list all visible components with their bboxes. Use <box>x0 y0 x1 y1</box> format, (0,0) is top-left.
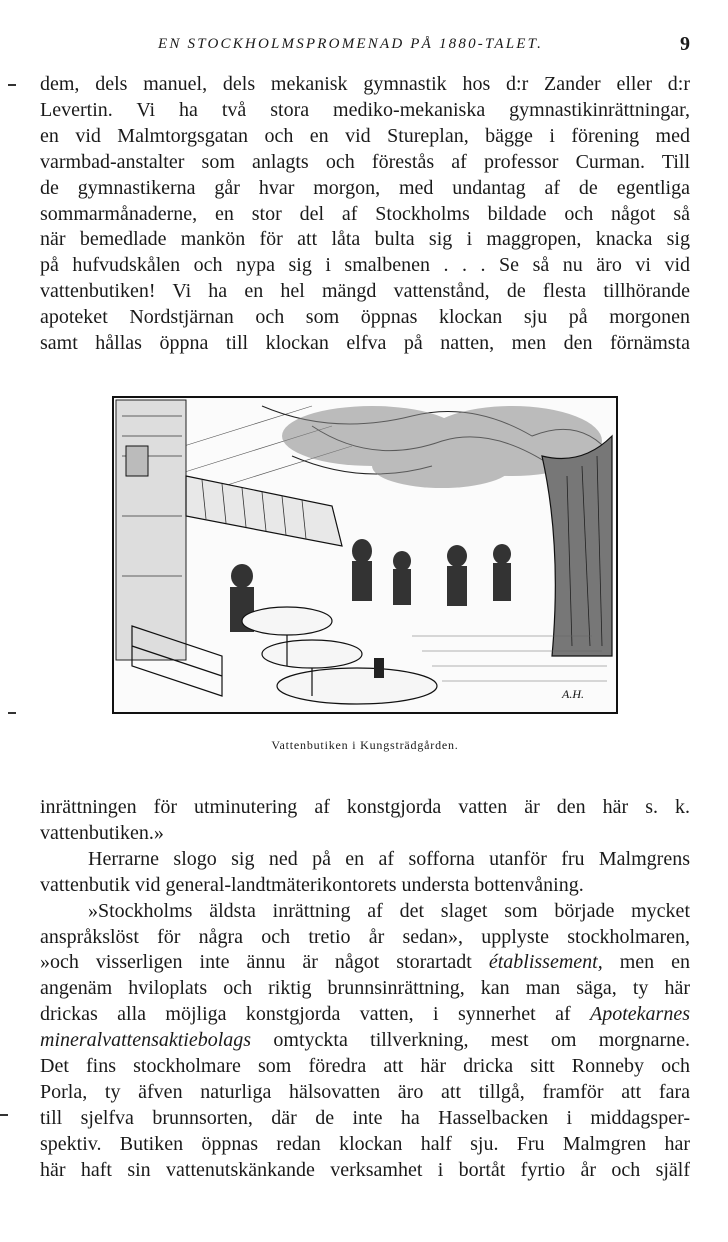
running-title: EN STOCKHOLMSPROMENAD PÅ 1880-TALET. <box>158 36 544 52</box>
text-line: när bemedlade mankön för att låta bulta sig i maggropen, knacka sig <box>40 228 690 251</box>
text-line: på hufvudskålen och nypa sig i smalbenen . . . Se så nu äro vi vid <box>40 254 690 277</box>
text-line: sommarmånaderne, en stor del af Stockholms bildade och något så <box>40 202 690 225</box>
text-segment: »och visserligen inte ännu är något storartadt <box>40 951 489 974</box>
text-line: samt hållas öppna till klockan elfva på natten, men den förnämsta <box>40 332 690 355</box>
text-segment: omtyckta tillverkning, mest om morgnarne. <box>251 1029 690 1052</box>
text-line: anspråkslöst för några och tretio år sedan», upplyste stockholmaren, <box>40 925 690 948</box>
text-line: »Stockholms äldsta inrättning af det slaget som började mycket <box>88 899 690 922</box>
text-segment: drickas alla möjliga konstgjorda vatten, i synnerhet af <box>40 1003 591 1026</box>
text-line: till sjelfva brunnsorten, där de inte ha Hasselbacken i middagsper- <box>40 1106 690 1129</box>
illustration-signature: A.H. <box>562 687 584 701</box>
text-line: de gymnastikerna går hvar morgon, med undantag af de egentliga <box>40 176 690 199</box>
italic-term: établissement, <box>488 951 603 974</box>
margin-mark <box>8 712 16 714</box>
illustration-drawing <box>112 396 618 714</box>
page-number: 9 <box>680 33 690 55</box>
text-line: Porla, ty äfven naturliga hälsovatten äro att tillgå, framför att fara <box>40 1080 690 1103</box>
italic-term: Apotekarnes <box>590 1003 690 1026</box>
text-line: dem, dels manuel, dels mekanisk gymnastik hos d:r Zander eller d:r <box>40 73 690 95</box>
text-line: Herrarne slogo sig ned på en af sofforna utanför fru Malmgrens <box>88 847 690 870</box>
text-line: Levertin. Vi ha två stora mediko-mekaniska gymnastikinrättningar, <box>40 98 690 121</box>
text-line: Det fins stockholmare som föredra att här dricka sitt Ronneby och <box>40 1055 690 1078</box>
text-line: vattenbutik vid general-landtmäterikontorets understa bottenvåning. <box>40 873 584 896</box>
text-segment: men en <box>602 951 690 974</box>
running-header <box>40 33 690 56</box>
text-bottom <box>40 795 690 1184</box>
text-line: en vid Malmtorgsgatan och en vid Stureplan, bägge i förening med <box>40 124 690 147</box>
paragraph-top <box>40 72 690 357</box>
text-line <box>40 950 690 976</box>
text-line: angenäm hviloplats och riktig brunnsinrättning, kan man säga, ty här <box>40 977 690 1000</box>
text-line: spektiv. Butiken öppnas redan klockan half sju. Fru Malmgren har <box>40 1132 690 1155</box>
text-line: vattenbutiken! Vi ha en hel mängd vattenstånd, de flesta tillhörande <box>40 280 690 303</box>
text-line: apoteket Nordstjärnan och som öppnas klockan sju på morgonen <box>40 306 690 329</box>
text-line <box>40 1028 690 1054</box>
text-line: här haft sin vattenutskänkande verksamhet i bortåt fyrtio år och själf <box>40 1158 690 1181</box>
text-line: varmbad-anstalter som anlagts och förestås af professor Curman. Till <box>40 150 690 173</box>
margin-mark <box>8 84 16 86</box>
text-line: vattenbutiken.» <box>40 821 164 844</box>
text-line <box>40 1002 690 1028</box>
text-line: inrättningen för utminutering af konstgjorda vatten är den här s. k. <box>40 796 690 818</box>
margin-mark <box>0 1114 8 1116</box>
illustration-figure <box>112 396 618 714</box>
figure-caption: Vattenbutiken i Kungsträdgården. <box>271 738 459 752</box>
italic-term: mineralvattensaktiebolags <box>40 1029 252 1052</box>
